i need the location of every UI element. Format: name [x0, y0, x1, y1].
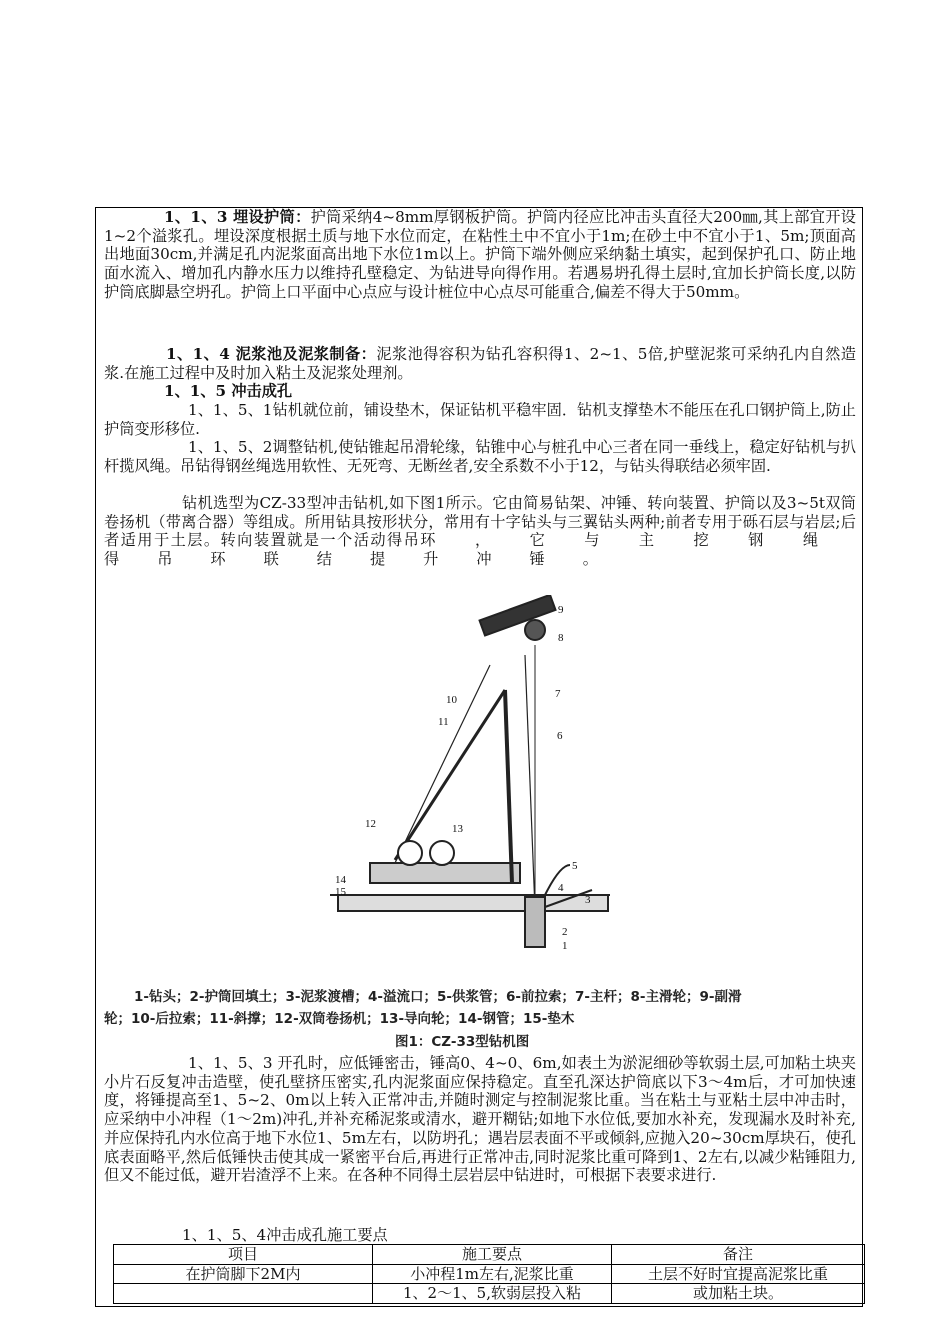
table-cell-notes: 土层不好时宜提高泥浆比重	[612, 1264, 865, 1284]
table-row	[114, 1284, 865, 1304]
section-1-1-4-heading: 1、1、4 泥浆池及泥浆制备：	[166, 345, 377, 363]
table-row	[114, 1264, 865, 1284]
fig-label-14: 14	[335, 874, 346, 886]
section-1-1-5-heading: 1、1、5 冲击成孔	[164, 382, 293, 400]
paragraph-drill-selection-main: 钻机选型为CZ-33型冲击钻机,如下图1所示。它由简易钻架、冲锤、转向装置、护筒以及3~5t双筒卷扬机（带离合器）等组成。所用钻具按形状分，常用有十字钻头与三翼钻头两种;前者专用于砾石层与岩层;后者适用于土层。转向装置就是一个活动得吊	[104, 494, 856, 550]
winch-drum-2	[430, 841, 454, 865]
ground-mat	[338, 895, 608, 911]
fig-label-5: 5	[572, 860, 578, 872]
fig-label-3: 3	[585, 894, 591, 906]
fig-label-11: 11	[438, 716, 449, 728]
section-1-1-4-body: 泥浆池得容积为钻孔容积得1、2~1、5倍,护壁泥浆可采纳孔内自然造浆.在施工过程中及时加入粘土及泥浆处理剂。	[104, 345, 856, 382]
fig-label-7: 7	[555, 688, 561, 700]
figure-caption: 图1：CZ-33型钻机图	[395, 1034, 530, 1050]
drill-rig-figure	[330, 595, 610, 950]
table-title: 1、1、5、4冲击成孔施工要点	[182, 1226, 388, 1244]
front-guy-line	[525, 655, 535, 910]
fig-label-13: 13	[452, 823, 463, 835]
figure-legend-line2: 轮；10-后拉索；11-斜撑；12-双筒卷扬机；13-导向轮；14-钢管；15-垫木	[104, 1011, 575, 1027]
paragraph-1-1-5-3: 1、1、5、3 开孔时，应低锤密击，锤高0、4~0、6m,如表土为淤泥细砂等软弱土层,可加粘土块夹小片石反复冲击造壁，使孔壁挤压密实,孔内泥浆面应保持稳定。直至孔深达护筒底以下3～4m后，才可加快速度，将锤提高至1、5~2、0m以上转入正常冲击,并随时测定与控制泥浆比重。当在粘土与亚粘土层中冲击时，应采纳中小冲程（1～2m)冲孔,并补充稀泥浆或清水，避开糊钻;如地下水位低,要加水补充，发现漏水及时补充,并应保持孔内水位高于地下水位1、5m左右，以防坍孔；遇岩层表面不平或倾斜,应抛入20~30cm厚块石，使孔底表面略平,然后低锤快击使其成一紧密平台后,再进行正常冲击,同时泥浆比重可降到1、2左右,以减少粘锤阻力,但又不能过低，避开岩渣浮不上来。在各种不同得土层岩层中钻进时，可根据下表要求进行.	[104, 1054, 856, 1185]
main-mast	[505, 690, 512, 883]
section-1-1-3	[104, 208, 856, 302]
paragraph-drill-selection-last: 环，它与主挖钢绳得吊环联结提升冲锤。	[104, 531, 857, 569]
fig-label-1: 1	[562, 940, 568, 950]
table-cell-notes: 或加粘土块。	[612, 1284, 865, 1304]
section-1-1-3-heading: 1、1、3 埋设护筒：	[164, 208, 311, 226]
table-header-row	[114, 1245, 865, 1265]
casing-pipe	[525, 897, 545, 947]
fig-label-8: 8	[558, 632, 564, 644]
fig-label-12: 12	[365, 818, 376, 830]
main-pulley	[525, 620, 545, 640]
figure-legend-line1: 1-钻头；2-护筒回填土；3-泥浆渡槽；4-溢流口；5-供浆管；6-前拉索；7-主杆；8-主滑轮；9-副滑	[134, 989, 742, 1005]
paragraph-1-1-5-1: 1、1、5、1钻机就位前，铺设垫木，保证钻机平稳牢固．钻机支撑垫木不能压在孔口钢护筒上,防止护筒变形移位.	[104, 401, 856, 438]
diagonal-brace	[395, 690, 505, 860]
table-header-item: 项目	[114, 1245, 373, 1265]
rig-base	[370, 863, 520, 883]
winch-drum	[398, 841, 422, 865]
table-header-points: 施工要点	[373, 1245, 612, 1265]
rear-guy-line	[395, 665, 490, 863]
fig-label-15: 15	[335, 886, 346, 898]
fig-label-10: 10	[446, 694, 457, 706]
fig-label-9: 9	[558, 604, 564, 616]
construction-points-table	[113, 1244, 865, 1304]
fig-label-4: 4	[558, 882, 564, 894]
paragraph-1-1-5-2: 1、1、5、2调整钻机,使钻锥起吊滑轮缘，钻锥中心与桩孔中心三者在同一垂线上，稳定好钻机与扒杆揽风绳。吊钻得钢丝绳选用软性、无死弯、无断丝者,安全系数不小于12，与钻头得联结必须牢固.	[104, 438, 856, 475]
paragraph-drill-selection	[104, 494, 856, 569]
table-cell-item: 在护筒脚下2M内	[114, 1264, 373, 1284]
table-header-notes: 备注	[612, 1245, 865, 1265]
table-cell-points: 小冲程1m左右,泥浆比重	[373, 1264, 612, 1284]
section-1-1-4	[104, 345, 856, 382]
table-cell-points: 1、2～1、5,软弱层投入粘	[373, 1284, 612, 1304]
fig-label-2: 2	[562, 926, 568, 938]
fig-label-6: 6	[557, 730, 563, 742]
section-1-1-3-body: 护筒采纳4~8mm厚钢板护筒。护筒内径应比冲击头直径大200㎜,其上部宜开设1~2个溢浆孔。埋设深度根据土质与地下水位而定，在粘性土中不宜小于1m;在砂土中不宜小于1、5m;顶面高出地面30cm,并满足孔内泥浆面高出地下水位1m以上。护筒下端外侧应采纳黏土填实，起到保护孔口、防止地面水流入、增加孔内静水压力以维持孔壁稳定、为钻进导向得作用。若遇易坍孔得土层时,宜加长护筒长度,以防护筒底脚悬空坍孔。护筒上口平面中心点应与设计桩位中心点尽可能重合,偏差不得大于50mm。	[104, 208, 856, 301]
table-cell-item	[114, 1284, 373, 1304]
